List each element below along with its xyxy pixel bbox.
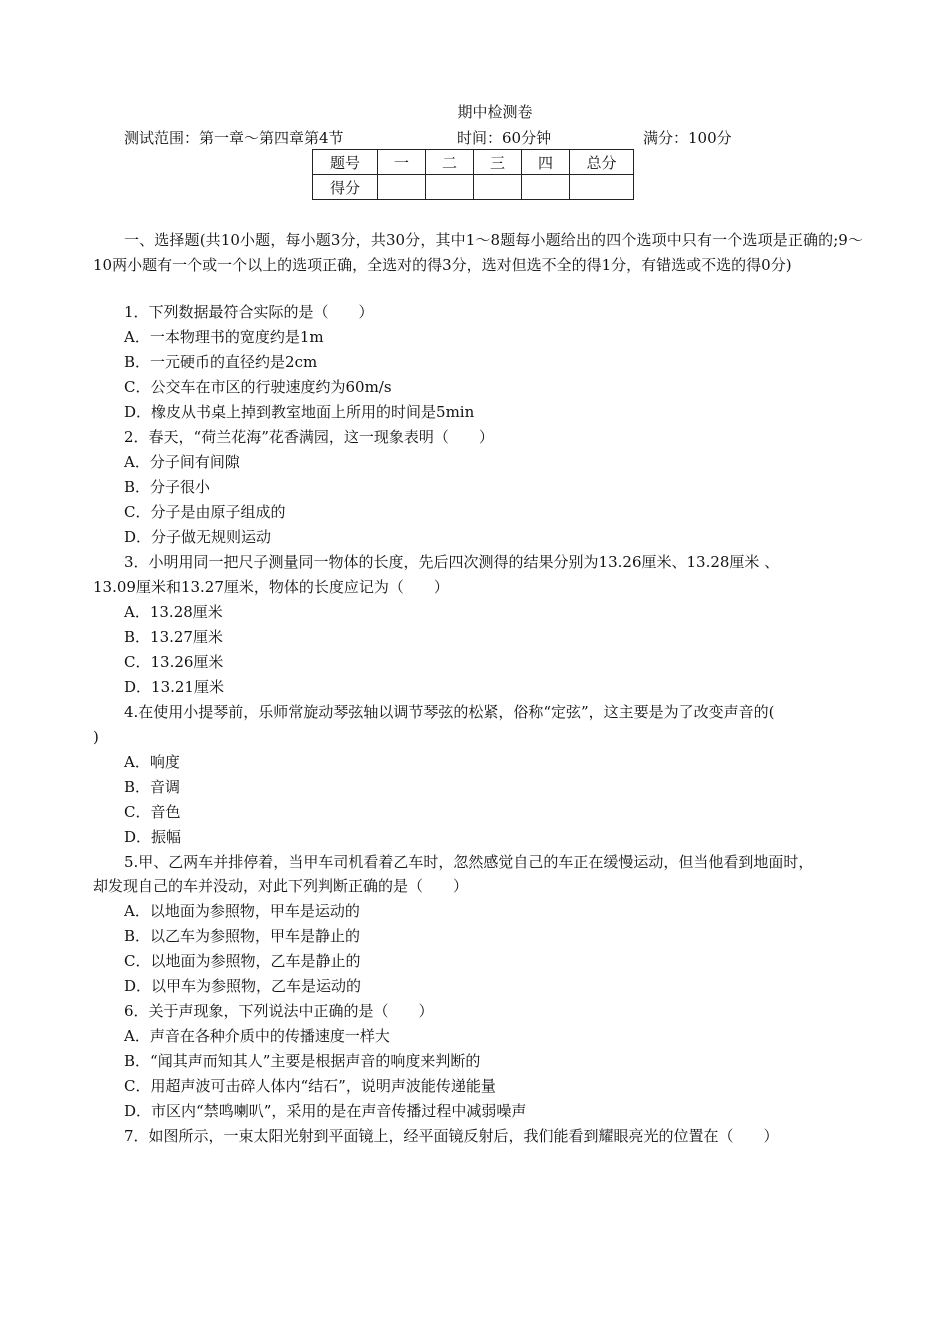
score-table-header-row xyxy=(313,150,634,175)
score-header-cell: 一 xyxy=(378,150,426,175)
score-input-cell[interactable] xyxy=(378,175,426,200)
question-option[interactable]: A．一本物理书的宽度约是1m xyxy=(124,328,324,346)
question-option[interactable]: C．以地面为参照物，乙车是静止的 xyxy=(124,952,361,970)
test-range: 测试范围：第一章～第四章第4节 xyxy=(124,129,344,147)
score-row-label: 得分 xyxy=(313,175,378,200)
question-option[interactable]: D．分子做无规则运动 xyxy=(124,528,272,546)
question-option[interactable]: C．分子是由原子组成的 xyxy=(124,503,286,521)
question-stem: 5.甲、乙两车并排停着，当甲车司机看着乙车时，忽然感觉自己的车正在缓慢运动，但当他看到地面时， xyxy=(124,853,814,871)
question-stem: 6．关于声现象，下列说法中正确的是（ ） xyxy=(124,1002,434,1020)
page-title: 期中检测卷 xyxy=(457,103,533,121)
question-option[interactable]: B．分子很小 xyxy=(124,478,211,496)
score-input-cell[interactable] xyxy=(570,175,634,200)
section-intro: 一、选择题(共10小题，每小题3分，共30分，其中1～8题每小题给出的四个选项中只有一个选项是正确的;9～10两小题有一个或一个以上的选项正确，全选对的得3分，选对但选不全的得1分，有错选或不选的得0分) xyxy=(93,231,863,274)
question-option[interactable]: A．13.28厘米 xyxy=(124,603,223,621)
score-input-cell[interactable] xyxy=(426,175,474,200)
question-stem: 2．春天，“荷兰花海”花香满园，这一现象表明（ ） xyxy=(124,428,494,446)
score-header-cell: 三 xyxy=(474,150,522,175)
question-stem: 1．下列数据最符合实际的是（ ） xyxy=(124,303,374,321)
test-time: 时间：60分钟 xyxy=(457,129,552,147)
question-option[interactable]: C．音色 xyxy=(124,803,181,821)
question-stem: 7．如图所示，一束太阳光射到平面镜上，经平面镜反射后，我们能看到耀眼亮光的位置在（ ） xyxy=(124,1127,779,1145)
question-option[interactable]: A．声音在各种介质中的传播速度一样大 xyxy=(124,1027,390,1045)
question-stem: 4.在使用小提琴前，乐师常旋动琴弦轴以调节琴弦的松紧，俗称“定弦”，这主要是为了改变声音的( xyxy=(124,703,775,721)
question-option[interactable]: B．音调 xyxy=(124,778,181,796)
question-option[interactable]: B．一元硬币的直径约是2cm xyxy=(124,353,318,371)
question-option[interactable]: C．13.26厘米 xyxy=(124,653,224,671)
question-option[interactable]: D．市区内“禁鸣喇叭”，采用的是在声音传播过程中减弱噪声 xyxy=(124,1102,527,1120)
question-stem-continued: ) xyxy=(93,728,99,746)
full-score: 满分：100分 xyxy=(643,129,732,147)
question-option[interactable]: D．橡皮从书桌上掉到教室地面上所用的时间是5min xyxy=(124,403,475,421)
score-table-score-row xyxy=(313,175,634,200)
score-header-cell: 总分 xyxy=(570,150,634,175)
score-header-cell: 题号 xyxy=(313,150,378,175)
question-stem: 3．小明用同一把尺子测量同一物体的长度，先后四次测得的结果分别为13.26厘米、13.28厘米 、 xyxy=(124,553,780,571)
score-table xyxy=(312,149,634,200)
question-option[interactable]: C．用超声波可击碎人体内“结石”，说明声波能传递能量 xyxy=(124,1077,496,1095)
question-option[interactable]: A．分子间有间隙 xyxy=(124,453,240,471)
score-header-cell: 四 xyxy=(522,150,570,175)
question-option[interactable]: B．以乙车为参照物，甲车是静止的 xyxy=(124,927,361,945)
question-option[interactable]: C．公交车在市区的行驶速度约为60m/s xyxy=(124,378,392,396)
question-option[interactable]: D．以甲车为参照物，乙车是运动的 xyxy=(124,977,362,995)
question-option[interactable]: A．响度 xyxy=(124,753,180,771)
question-option[interactable]: B．“闻其声而知其人”主要是根据声音的响度来判断的 xyxy=(124,1052,481,1070)
score-header-cell: 二 xyxy=(426,150,474,175)
score-input-cell[interactable] xyxy=(522,175,570,200)
question-option[interactable]: D．13.21厘米 xyxy=(124,678,224,696)
question-option[interactable]: B．13.27厘米 xyxy=(124,628,223,646)
question-option[interactable]: D．振幅 xyxy=(124,828,182,846)
question-option[interactable]: A．以地面为参照物，甲车是运动的 xyxy=(124,902,360,920)
question-stem-continued: 13.09厘米和13.27厘米，物体的长度应记为（ ） xyxy=(93,578,449,596)
score-input-cell[interactable] xyxy=(474,175,522,200)
question-stem-continued: 却发现自己的车并没动，对此下列判断正确的是（ ） xyxy=(93,877,469,895)
